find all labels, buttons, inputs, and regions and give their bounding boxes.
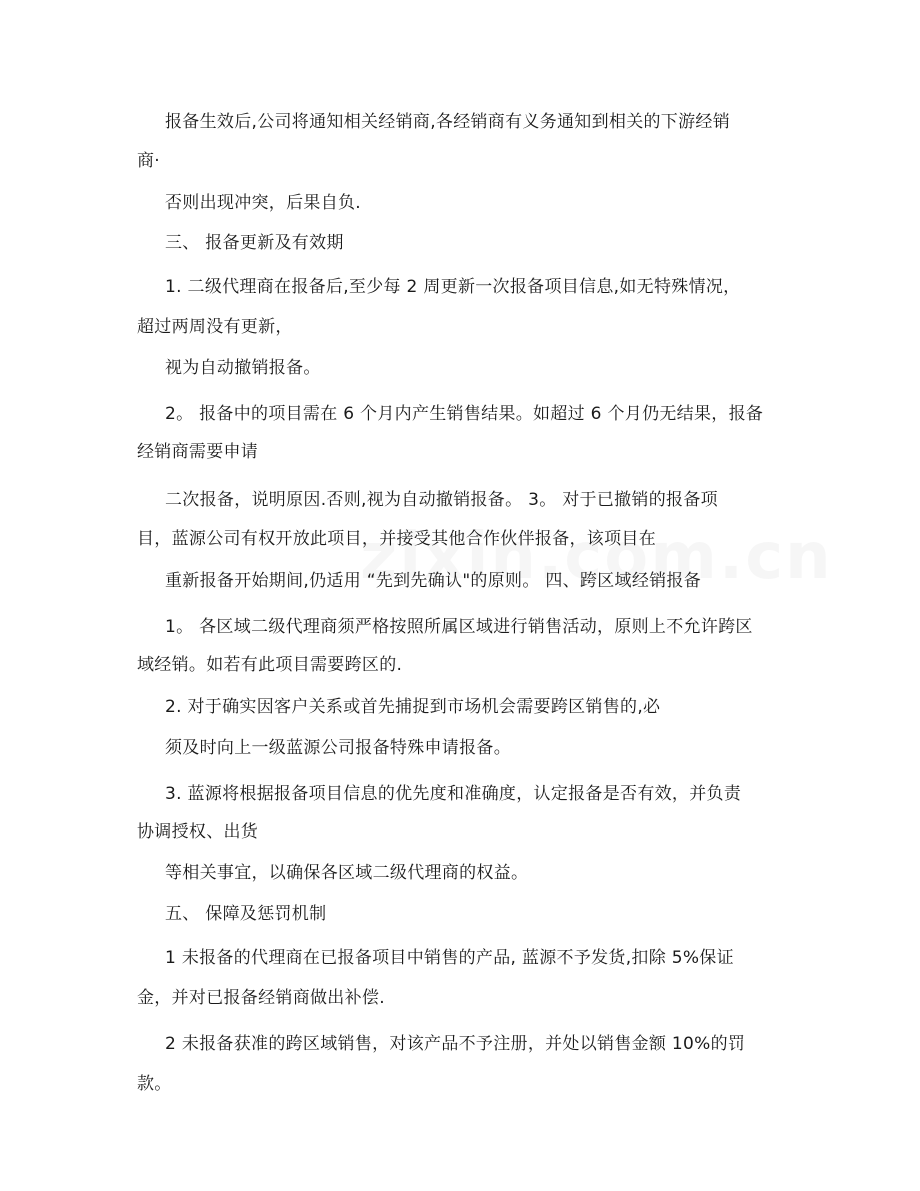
text-line: 等相关事宜，以确保各区域二级代理商的权益。	[165, 863, 529, 883]
text-line: 重新报备开始期间,仍适用 “先到先确认"的原则。 四、跨区域经销报备	[165, 571, 702, 591]
text-line: 金，并对已报备经销商做出补偿.	[137, 988, 385, 1008]
text-line: 视为自动撤销报备。	[165, 358, 321, 378]
text-line: 款。	[137, 1074, 172, 1094]
section-heading: 五、 保障及惩罚机制	[165, 904, 327, 924]
text-line: 域经销。如若有此项目需要跨区的.	[137, 655, 403, 675]
text-line: 2。 报备中的项目需在 6 个月内产生销售结果。如超过 6 个月仍无结果，报备	[165, 404, 764, 424]
text-line: 目，蓝源公司有权开放此项目，并接受其他合作伙伴报备，该项目在	[137, 529, 656, 549]
text-line: 商·	[137, 151, 161, 171]
text-line: 否则出现冲突，后果自负.	[165, 193, 362, 213]
text-line: 2 未报备获准的跨区域销售，对该产品不予注册，并处以销售金额 10%的罚	[165, 1034, 746, 1054]
text-line: 1。 各区域二级代理商须严格按照所属区域进行销售活动，原则上不允许跨区	[165, 617, 753, 637]
text-line: 报备生效后,公司将通知相关经销商,各经销商有义务通知到相关的下游经销	[165, 112, 731, 132]
text-line: 1 未报备的代理商在已报备项目中销售的产品, 蓝源不予发货,扣除 5%保证	[165, 948, 734, 968]
text-line: 3. 蓝源将根据报备项目信息的优先度和准确度，认定报备是否有效，并负责	[165, 784, 742, 804]
section-heading: 三、 报备更新及有效期	[165, 233, 344, 253]
text-line: 1. 二级代理商在报备后,至少每 2 周更新一次报备项目信息,如无特殊情况，	[165, 277, 741, 297]
text-line: 2. 对于确实因客户关系或首先捕捉到市场机会需要跨区销售的,必	[165, 697, 661, 717]
text-line: 超过两周没有更新，	[137, 317, 293, 337]
text-line: 二次报备，说明原因.否则,视为自动撤销报备。 3。 对于已撤销的报备项	[165, 490, 718, 510]
text-line: 协调授权、出货	[137, 822, 259, 842]
text-line: 须及时向上一级蓝源公司报备特殊申请报备。	[165, 738, 511, 758]
text-line: 经销商需要申请	[137, 442, 259, 462]
